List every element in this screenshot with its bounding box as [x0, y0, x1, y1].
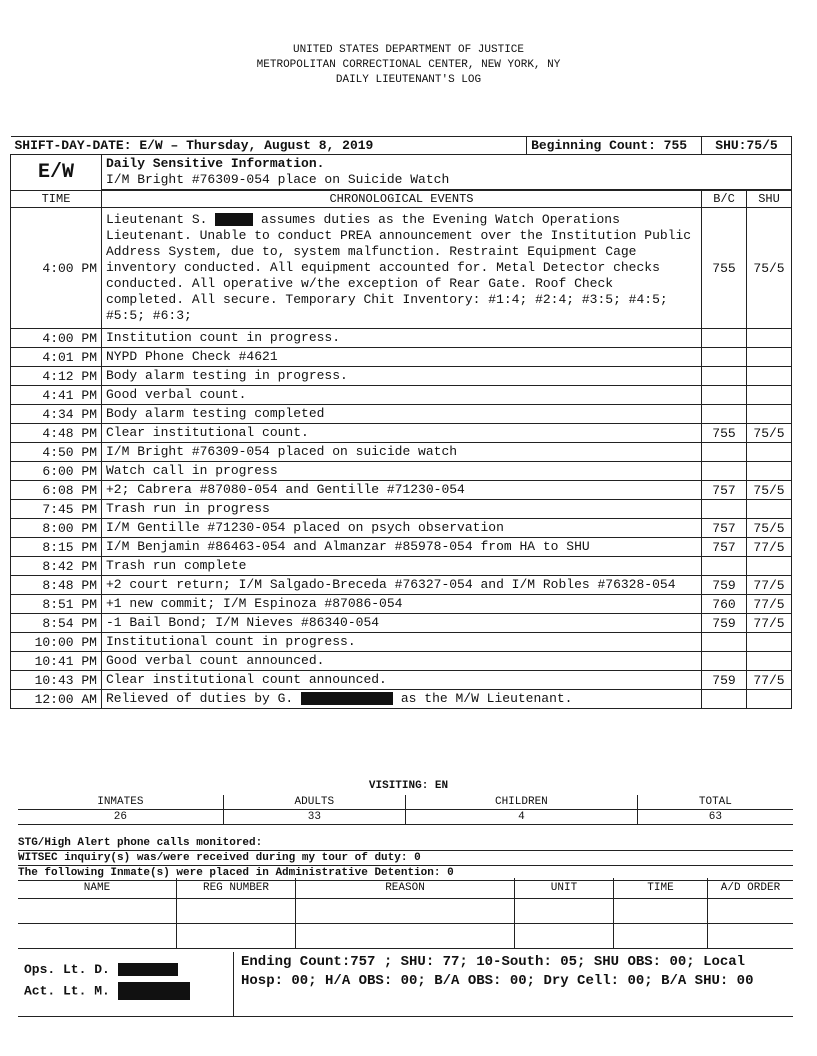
redaction-bar: [301, 692, 393, 705]
log-entry-row: [11, 671, 792, 690]
footer-rule: [18, 1016, 793, 1017]
events-header: CHRONOLOGICAL EVENTS: [102, 191, 702, 208]
entry-event: -1 Bail Bond; I/M Nieves #86340-054: [102, 614, 702, 633]
entry-event-pre: Relieved of duties by G.: [106, 691, 294, 706]
act-lt: [24, 982, 190, 1000]
entry-bc: [702, 557, 747, 576]
log-entry-row: [11, 424, 792, 443]
shift-code-label: E/W: [37, 161, 74, 184]
sensitive-text: I/M Bright #76309-054 place on Suicide Watch: [106, 172, 450, 187]
entry-event: Clear institutional count announced.: [102, 671, 702, 690]
footer-divider: [233, 952, 234, 1016]
log-entry-row: [11, 462, 792, 481]
entry-shu: [747, 443, 792, 462]
entry-event: Clear institutional count.: [102, 424, 702, 443]
entry-event-pre: Lieutenant S.: [106, 212, 208, 227]
entry-event: Good verbal count announced.: [102, 652, 702, 671]
entry-time: 8:00 PM: [11, 519, 102, 538]
entry-event: Watch call in progress: [102, 462, 702, 481]
visiting-header: CHILDREN: [405, 795, 637, 810]
entry-event: Body alarm testing in progress.: [102, 367, 702, 386]
bc-header: B/C: [702, 191, 747, 208]
admin-header: A/D ORDER: [708, 878, 794, 899]
redaction-bar: [215, 213, 253, 226]
entry-event: +1 new commit; I/M Espinoza #87086-054: [102, 595, 702, 614]
shu-header: SHU: [747, 191, 792, 208]
ending-count: Ending Count:757 ; SHU: 77; 10-South: 05; SHU OBS: 00; Local Hosp: 00; H/A OBS: 00; B/A OBS: 00; Dry Cell: 00; B/A SHU: 00: [241, 954, 754, 989]
log-entry-row: [11, 652, 792, 671]
admin-header: UNIT: [515, 878, 614, 899]
entry-bc: 757: [702, 538, 747, 557]
entry-shu: [747, 633, 792, 652]
log-entry-row: [11, 348, 792, 367]
entry-time: 12:00 AM: [11, 690, 102, 709]
entry-shu: 75/5: [747, 519, 792, 538]
entry-time: 4:00 PM: [11, 329, 102, 348]
log-entry-row: [11, 576, 792, 595]
beginning-count: Beginning Count: 755: [527, 137, 702, 155]
top-row: [11, 137, 792, 155]
entry-time: 7:45 PM: [11, 500, 102, 519]
entry-shu: [747, 348, 792, 367]
visiting-header-row: [18, 795, 793, 810]
entry-time: 8:15 PM: [11, 538, 102, 557]
entry-event: I/M Benjamin #86463-054 and Almanzar #85978-054 from HA to SHU: [102, 538, 702, 557]
entry-shu: [747, 367, 792, 386]
log-entry-row: [11, 386, 792, 405]
entry-bc: [702, 500, 747, 519]
log-entry-row: [11, 405, 792, 424]
admin-detention-table: [18, 878, 793, 949]
entry-shu: 77/5: [747, 538, 792, 557]
entry-time: 10:41 PM: [11, 652, 102, 671]
entry-time: 8:48 PM: [11, 576, 102, 595]
last-entry-row: [11, 690, 792, 709]
entry-bc: [702, 405, 747, 424]
first-entry-row: [11, 208, 792, 329]
visiting-header: INMATES: [18, 795, 223, 810]
entry-event: I/M Bright #76309-054 placed on suicide watch: [102, 443, 702, 462]
shu-count: SHU:75/5: [702, 137, 792, 155]
admin-row: [18, 924, 793, 949]
admin-header-row: [18, 878, 793, 899]
log-entry-row: [11, 481, 792, 500]
entry-time: 4:41 PM: [11, 386, 102, 405]
entry-bc: 757: [702, 519, 747, 538]
log-entry-row: [11, 633, 792, 652]
column-header-row: [11, 191, 792, 208]
entry-event: NYPD Phone Check #4621: [102, 348, 702, 367]
entry-shu: 77/5: [747, 595, 792, 614]
entry-shu: 77/5: [747, 614, 792, 633]
log-entry-row: [11, 538, 792, 557]
entry-event: Body alarm testing completed: [102, 405, 702, 424]
entry-bc: [702, 329, 747, 348]
entry-time: 10:00 PM: [11, 633, 102, 652]
admin-note: The following Inmate(s) were placed in Administrative Detention: 0: [18, 866, 793, 881]
visiting-value: 26: [18, 810, 223, 825]
admin-header: NAME: [18, 878, 177, 899]
log-entry-row: [11, 614, 792, 633]
entry-time: 8:51 PM: [11, 595, 102, 614]
shift-code: [11, 155, 102, 191]
log-entry-row: [11, 500, 792, 519]
entry-time: 4:00 PM: [11, 208, 102, 329]
header-line-3: DAILY LIEUTENANT'S LOG: [335, 74, 482, 86]
entry-event: Trash run in progress: [102, 500, 702, 519]
ops-lt-label: Ops. Lt. D.: [24, 962, 110, 977]
entry-event-post: assumes duties as the Evening Watch Operations Lieutenant. Unable to conduct PREA announcement over the Institution Public Address System, due to, system malfunction. Restraint Equipment Cage inventory conducted. All equipment accounted for. Metal Detector checks conducted. All operative w/the exception of Rear Gate. Roof Check completed. All secure. Temporary Chit Inventory: #1:4; #2:4; #3:5; #4:5; #5:5; #6:3;: [106, 212, 692, 323]
entry-bc: [702, 367, 747, 386]
entry-bc: [702, 386, 747, 405]
entry-time: 4:12 PM: [11, 367, 102, 386]
entry-shu: [747, 500, 792, 519]
visiting-title: VISITING: EN: [368, 780, 449, 792]
visiting-value: 63: [637, 810, 793, 825]
witsec-note: WITSEC inquiry(s) was/were received during my tour of duty: 0: [18, 851, 793, 866]
entry-shu: [747, 462, 792, 481]
admin-header: REG NUMBER: [177, 878, 296, 899]
entry-bc: [702, 690, 747, 709]
admin-header: REASON: [296, 878, 515, 899]
entry-event: I/M Gentille #71230-054 placed on psych observation: [102, 519, 702, 538]
entry-event-post: as the M/W Lieutenant.: [400, 691, 573, 706]
entry-shu: 77/5: [747, 576, 792, 595]
sensitive-info: [102, 155, 792, 190]
visiting-table: [18, 795, 793, 825]
visiting-header: TOTAL: [637, 795, 793, 810]
entry-event: +2 court return; I/M Salgado-Breceda #76327-054 and I/M Robles #76328-054: [102, 576, 702, 595]
entry-bc: [702, 462, 747, 481]
entry-time: 4:34 PM: [11, 405, 102, 424]
entry-bc: 755: [702, 424, 747, 443]
entry-time: 10:43 PM: [11, 671, 102, 690]
redaction-bar: [118, 963, 178, 976]
entries-body: [11, 329, 792, 690]
entry-bc: [702, 348, 747, 367]
log-entry-row: [11, 557, 792, 576]
entry-shu: 75/5: [747, 208, 792, 329]
entry-event: Institutional count in progress.: [102, 633, 702, 652]
entry-event: Institution count in progress.: [102, 329, 702, 348]
header-line-1: UNITED STATES DEPARTMENT OF JUSTICE: [292, 44, 525, 56]
entry-bc: 759: [702, 576, 747, 595]
header-line-2: METROPOLITAN CORRECTIONAL CENTER, NEW YORK, NY: [256, 59, 561, 71]
entry-shu: [747, 386, 792, 405]
entry-shu: 77/5: [747, 671, 792, 690]
log-entry-row: [11, 443, 792, 462]
entry-bc: [702, 633, 747, 652]
entry-event: Trash run complete: [102, 557, 702, 576]
admin-header: TIME: [614, 878, 708, 899]
entry-shu: [747, 329, 792, 348]
entry-time: 6:00 PM: [11, 462, 102, 481]
visiting-value: 4: [405, 810, 637, 825]
entry-time: 8:42 PM: [11, 557, 102, 576]
entry-time: 8:54 PM: [11, 614, 102, 633]
act-lt-label: Act. Lt. M.: [24, 983, 110, 999]
entry-event: [102, 690, 702, 709]
visiting-value-row: [18, 810, 793, 825]
log-table: [10, 136, 792, 709]
shift-day-date: SHIFT-DAY-DATE: E/W – Thursday, August 8, 2019: [11, 137, 527, 155]
log-entry-row: [11, 329, 792, 348]
entry-bc: 760: [702, 595, 747, 614]
log-entry-row: [11, 519, 792, 538]
redaction-bar: [118, 982, 190, 1000]
entry-shu: 75/5: [747, 481, 792, 500]
entry-bc: 759: [702, 671, 747, 690]
entry-shu: [747, 690, 792, 709]
stg-note: STG/High Alert phone calls monitored:: [18, 836, 793, 851]
entry-shu: [747, 557, 792, 576]
entry-bc: 755: [702, 208, 747, 329]
entry-time: 6:08 PM: [11, 481, 102, 500]
sensitive-title: Daily Sensitive Information.: [106, 156, 325, 171]
entry-event: Good verbal count.: [102, 386, 702, 405]
log-entry-row: [11, 367, 792, 386]
log-entry-row: [11, 595, 792, 614]
visiting-header: ADULTS: [223, 795, 405, 810]
time-header: TIME: [11, 191, 102, 208]
entry-time: 4:50 PM: [11, 443, 102, 462]
entry-time: 4:01 PM: [11, 348, 102, 367]
sensitive-row: [11, 155, 792, 190]
admin-row: [18, 899, 793, 924]
entry-bc: [702, 652, 747, 671]
ops-lt: [24, 962, 178, 977]
visiting-value: 33: [223, 810, 405, 825]
entry-time: 4:48 PM: [11, 424, 102, 443]
entry-shu: 75/5: [747, 424, 792, 443]
entry-event: [102, 208, 702, 329]
entry-bc: 759: [702, 614, 747, 633]
entry-bc: [702, 443, 747, 462]
entry-bc: 757: [702, 481, 747, 500]
entry-event: +2; Cabrera #87080-054 and Gentille #71230-054: [102, 481, 702, 500]
entry-shu: [747, 405, 792, 424]
entry-shu: [747, 652, 792, 671]
